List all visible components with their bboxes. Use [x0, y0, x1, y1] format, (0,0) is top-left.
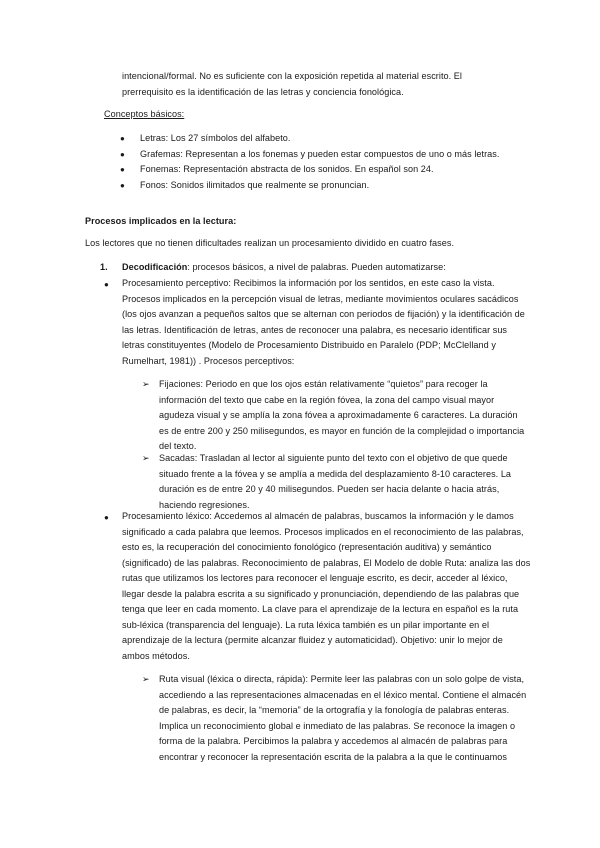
conceptos-heading: Conceptos básicos:	[104, 109, 185, 119]
bullet-icon: ●	[120, 134, 125, 143]
lexico-paragraph: Procesamiento léxico: Accedemos al almacén de palabras, buscamos la información y le damos significado a cada palabra que leemos. Procesos implicados en el reconocimiento de las palabras, esto es, la recuperación del conocimiento fonológico (representación auditiva) y semántico (significado) de las palabras. Reconocimiento de palabras, El Modelo de doble Ruta: analiza las dos rutas que utilizamos los lectores para reconocer el lenguaje escrito, es decir, acceder al léxico, llegar desde la palabra escrita a su significado y pronunciación, dependiendo de las palabras que tenga que leer en cada momento. La clave para el aprendizaje de la lectura en español es la ruta sub-léxica (transparencia del lenguaje). La ruta léxica también es un pilar importante en el aprendizaje de la lectura (permite alcanzar fluidez y automaticidad). Objetivo: unir lo mejor de ambos métodos.	[122, 511, 531, 661]
arrow-bullet-icon: ➢	[142, 453, 150, 463]
list-item: ● Fonemas: Representación abstracta de los sonidos. En español son 24.	[104, 162, 516, 178]
perceptivo-paragraph: Procesamiento perceptivo: Recibimos la información por los sentidos, en este caso la vista. Procesos implicados en la percepción visual de letras, mediante movimientos oculares sacádicos (los ojos avanzan a pequeños saltos que se alternan con periodos de fijación) y la identificación de las letras. Identificación de letras, antes de reconocer una palabra, es necesario identificar sus letras constituyentes (Modelo de Procesamiento Distribuido en Paralelo (PDP; McClelland y Rumelhart, 1981)) . Procesos perceptivos:	[122, 278, 525, 366]
list-item: ● Fonos: Sonidos ilimitados que realmente se pronuncian.	[104, 178, 516, 194]
bullet-icon: ●	[120, 149, 125, 159]
fijaciones-paragraph: Fijaciones: Periodo en que los ojos están relativamente “quietos” para recoger la información del texto que cabe en la región fóvea, la zona del campo visual mayor agudeza visual y se amplía la zona fóvea a aproximadamente 6 caracteres. La duración es de entre 200 y 250 milisegundos, es mayor en función de la complejidad o importancia del texto.	[159, 379, 525, 451]
arrow-bullet-icon: ➢	[142, 379, 150, 389]
intro-paragraph: intencional/formal. No es suficiente con la exposición repetida al material escrito. El prerrequisito es la identificación de las letras y conciencia fonológica.	[122, 71, 462, 97]
bullet-icon: ●	[104, 513, 109, 522]
bullet-icon: ●	[120, 180, 125, 190]
lectores-paragraph: Los lectores que no tienen dificultades realizan un procesamiento dividido en cuatro fases.	[85, 238, 455, 248]
conceptos-list	[104, 131, 516, 193]
arrow-bullet-icon: ➢	[142, 674, 150, 684]
decod-number: 1.	[100, 262, 108, 272]
bullet-icon: ●	[104, 280, 109, 289]
ruta-visual-paragraph: Ruta visual (léxica o directa, rápida): Permite leer las palabras con un solo golpe de vista, accediendo a las representaciones almacenadas en el léxico mental. Contiene el almacén de palabras, es decir, la “memoria” de la ortografía y la fonología de palabras enteras. Implica un reconocimiento global e inmediato de las palabras. Se reconoce la imagen o forma de la palabra. Percibimos la palabra y accedemos al almacén de palabras para encontrar y reconocer la representación escrita de la palabra a la que le continuamos	[159, 674, 527, 762]
bullet-icon: ●	[120, 165, 125, 174]
decod-item: Decodificación: procesos básicos, a nivel de palabras. Pueden automatizarse:	[122, 262, 446, 272]
list-item: ● Letras: Los 27 símbolos del alfabeto.	[104, 131, 516, 147]
procesos-heading: Procesos implicados en la lectura:	[85, 216, 237, 226]
list-item: ● Grafemas: Representan a los fonemas y pueden estar compuestos de uno o más letras.	[104, 147, 516, 163]
sacadas-paragraph: Sacadas: Trasladan al lector al siguiente punto del texto con el objetivo de que quede situado frente a la fóvea y se amplía a medida del desplazamiento 8-10 caracteres. La duración es de entre 20 y 40 milisegundos. Pueden ser hacia delante o hacia atrás, haciendo regresiones.	[159, 453, 512, 510]
